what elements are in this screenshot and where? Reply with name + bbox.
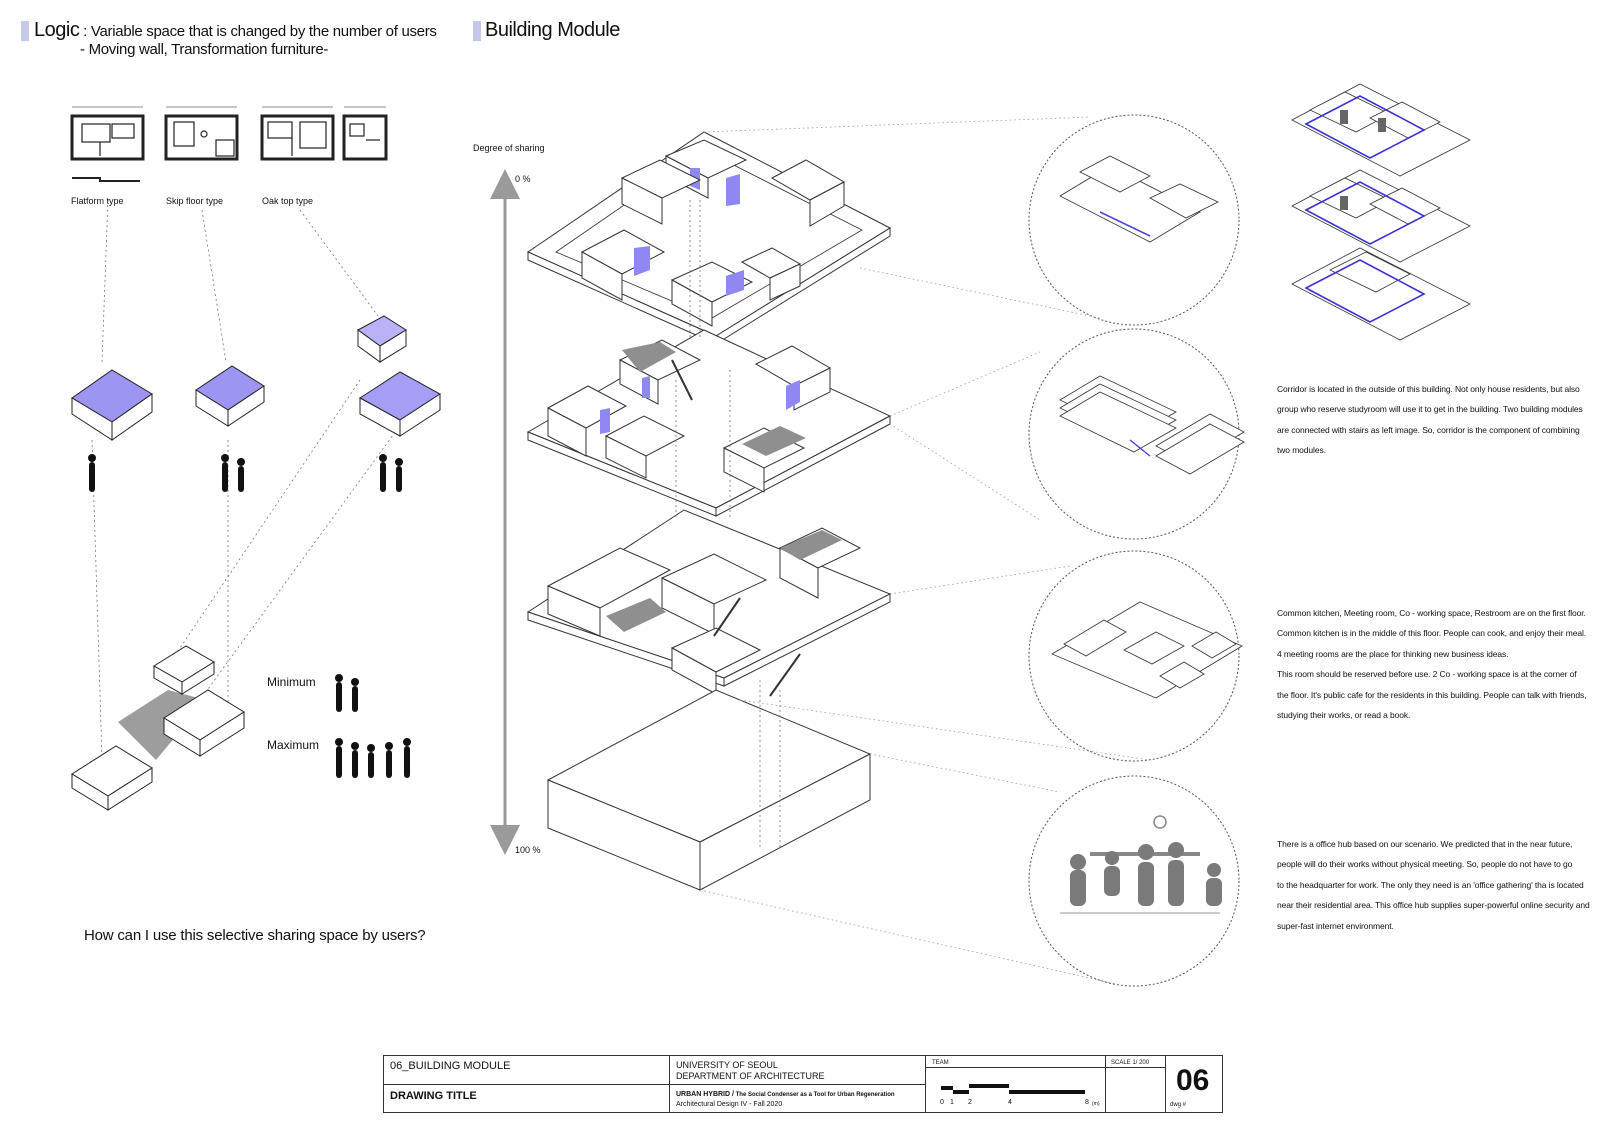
note-line: This room should be reserved before use. 2 Co - working space is at the corner of	[1277, 669, 1577, 680]
note-line: group who reserve studyroom will use it to get in the building. Two building modules	[1277, 404, 1583, 415]
department: DEPARTMENT OF ARCHITECTURE	[676, 1071, 825, 1081]
note-line: people will do their works without physical meeting. So, people do not have to go	[1277, 859, 1573, 870]
university: UNIVERSITY OF SEOUL	[676, 1060, 778, 1070]
first-floor-note	[1277, 603, 1586, 725]
note-line: are connected with stairs as left image. So, corridor is the component of combining	[1277, 424, 1580, 435]
office-illustration	[1060, 816, 1222, 914]
minimum-label: Minimum	[267, 675, 316, 689]
unit-type-label-3: Oak top type	[262, 196, 314, 206]
logic-title-bar	[21, 21, 29, 41]
logic-line1: : Variable space that is changed by the number of users	[79, 23, 437, 40]
unit-type-label-2: Skip floor type	[166, 196, 224, 206]
axon-level-3	[528, 132, 890, 344]
axon-base	[548, 690, 870, 890]
office-hub-note	[1277, 834, 1590, 936]
circle-detail-1	[1060, 156, 1218, 242]
note-line: super-fast internet environment.	[1277, 920, 1394, 931]
scale-cell	[1106, 1056, 1166, 1113]
note-line: studying their works, or read a book.	[1277, 710, 1411, 721]
axon-level-2	[528, 330, 890, 516]
note-line: 4 meeting rooms are the place for thinking new business ideas.	[1277, 648, 1509, 659]
scale-unit: (m)	[1092, 1101, 1100, 1107]
floor-plans	[72, 107, 386, 181]
plan-small	[344, 116, 386, 159]
axis-top-label: 0 %	[515, 174, 531, 184]
sheet-name: 06_BUILDING MODULE	[384, 1056, 670, 1085]
logic-heading	[34, 19, 437, 42]
circle-detail-2	[1060, 376, 1244, 474]
module-title: Building Module	[485, 19, 620, 41]
scale-tick-1: 1	[950, 1099, 954, 1106]
note-line: There is a office hub based on our scenario. We predicted that in the near future,	[1277, 839, 1573, 849]
corridor-diagrams	[1292, 84, 1470, 340]
project-subtitle: The Social Condenser as a Tool for Urban Regeneration	[733, 1092, 895, 1098]
circle-detail-3	[1052, 602, 1242, 698]
unit-models	[72, 316, 440, 440]
institution	[670, 1056, 926, 1085]
note-line: two modules.	[1277, 445, 1326, 456]
scale-tick-8: 8	[1085, 1099, 1089, 1106]
combined-modules	[72, 646, 244, 810]
project-name: URBAN HYBRID /	[676, 1091, 734, 1098]
scale-tick-0: 0	[940, 1099, 944, 1106]
drawing-title: DRAWING TITLE	[384, 1085, 670, 1113]
axon-level-1	[528, 510, 890, 696]
note-line: Common kitchen is in the middle of this floor. People can cook, and enjoy their meal.	[1277, 628, 1587, 639]
note-line: to the headquarter for work. The only they need is an 'office gathering' tha is located	[1277, 879, 1584, 890]
title-block	[383, 1055, 1223, 1113]
axis-label: Degree of sharing	[473, 143, 545, 153]
dwg-label: dwg #	[1170, 1102, 1187, 1108]
note-line: Common kitchen, Meeting room, Co - working space, Restroom are on the first floor.	[1277, 608, 1586, 618]
scale-text: SCALE 1/ 200	[1111, 1060, 1150, 1066]
team-label: TEAM	[932, 1060, 949, 1066]
dwg-cell	[1166, 1056, 1222, 1113]
axis-bottom-label: 100 %	[515, 845, 541, 855]
logic-line2: - Moving wall, Transformation furniture-	[80, 41, 329, 58]
maximum-label: Maximum	[267, 738, 320, 752]
course: Architectural Design IV - Fall 2020	[676, 1101, 783, 1108]
dwg-number: 06	[1176, 1064, 1210, 1097]
corridor-note	[1277, 379, 1583, 461]
left-connectors	[92, 200, 404, 758]
logic-title: Logic	[34, 19, 80, 41]
scale-tick-4: 4	[1008, 1099, 1012, 1106]
project-info	[670, 1085, 926, 1113]
scale-tick-2: 2	[968, 1099, 972, 1106]
note-line: Corridor is located in the outside of this building. Not only house residents, but also	[1277, 384, 1580, 394]
unit-type-label-1: Flatform type	[71, 196, 124, 206]
note-line: the floor. It's public cafe for the residents in this building. People can talk with friends,	[1277, 689, 1587, 700]
note-line: near their residential area. This office hub supplies super-powerful online security and	[1277, 900, 1590, 911]
question-text: How can I use this selective sharing space by users?	[84, 927, 426, 944]
team-cell	[926, 1056, 1106, 1113]
module-title-bar	[473, 21, 481, 41]
